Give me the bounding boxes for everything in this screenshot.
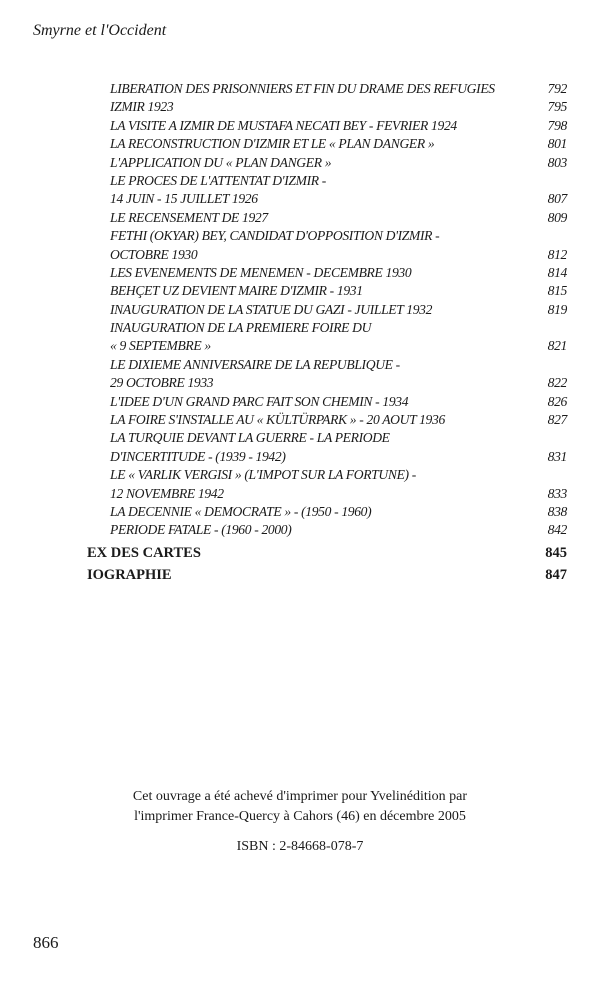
toc-entry (0, 154, 600, 172)
toc-entry-title: LE DIXIEME ANNIVERSAIRE DE LA REPUBLIQUE - (110, 356, 400, 372)
toc-entry-page: 819 (547, 301, 567, 317)
toc-entry-title: INAUGURATION DE LA PREMIERE FOIRE DU (110, 320, 372, 336)
toc-entry-page: 842 (547, 522, 567, 538)
toc-entry (0, 485, 600, 503)
toc-entry (0, 246, 600, 264)
toc-entry-title: LA RECONSTRUCTION D'IZMIR ET LE « PLAN DANGER » (110, 136, 435, 152)
toc-entry-page: 798 (547, 117, 567, 133)
toc-entry-page: 814 (547, 264, 567, 280)
toc-entry (0, 209, 600, 227)
toc-entry (0, 117, 600, 135)
toc-entry-title: FETHI (OKYAR) BEY, CANDIDAT D'OPPOSITION D'IZMIR - (110, 228, 440, 244)
toc-entry-title: LE « VARLIK VERGISI » (L'IMPOT SUR LA FORTUNE) - (110, 467, 416, 483)
toc-entry (0, 521, 600, 539)
toc-entry-page: 821 (547, 338, 567, 354)
toc-entry-title: 14 JUIN - 15 JUILLET 1926 (110, 191, 258, 207)
toc-entry (0, 80, 600, 98)
toc-entry (0, 264, 600, 282)
toc-entry (0, 190, 600, 208)
toc-entry (0, 135, 600, 153)
colophon-line-1: Cet ouvrage a été achevé d'imprimer pour Yvelinédition par (132, 789, 468, 804)
toc-entry-title: BEHÇET UZ DEVIENT MAIRE D'IZMIR - 1931 (110, 283, 363, 299)
toc-entry (0, 448, 600, 466)
toc-entry (0, 227, 600, 245)
toc-main-entry (0, 542, 600, 564)
toc-entry (0, 503, 600, 521)
toc-entry-page: 833 (547, 485, 567, 501)
toc-entry (0, 393, 600, 411)
table-of-contents (0, 80, 600, 586)
toc-entry-title: PERIODE FATALE - (1960 - 2000) (110, 522, 292, 538)
toc-entry (0, 172, 600, 190)
colophon (0, 787, 600, 857)
toc-entry (0, 466, 600, 484)
toc-entry-page: 812 (547, 246, 567, 262)
toc-entry (0, 411, 600, 429)
toc-entry-title: D'INCERTITUDE - (1939 - 1942) (110, 448, 286, 464)
toc-entry-title: « 9 SEPTEMBRE » (110, 338, 211, 354)
toc-entry-page: 809 (547, 209, 567, 225)
page-number: 866 (33, 933, 59, 952)
toc-entry-page: 801 (547, 136, 567, 152)
toc-entry-title: LA DECENNIE « DEMOCRATE » - (1950 - 1960) (110, 503, 372, 519)
toc-main-entry-page: 847 (545, 566, 567, 583)
toc-entry-title: LE PROCES DE L'ATTENTAT D'IZMIR - (110, 172, 326, 188)
toc-entry (0, 374, 600, 392)
isbn: ISBN : 2-84668-078-7 (236, 839, 364, 854)
toc-entry (0, 98, 600, 116)
toc-entry (0, 356, 600, 374)
toc-entry-page: 803 (547, 154, 567, 170)
toc-entry (0, 429, 600, 447)
toc-entry-page: 815 (547, 283, 567, 299)
toc-entry-title: LE RECENSEMENT DE 1927 (110, 209, 268, 225)
toc-entry-page: 807 (547, 191, 567, 207)
toc-entry-page: 822 (547, 375, 567, 391)
toc-entry-title: OCTOBRE 1930 (110, 246, 198, 262)
toc-entry (0, 301, 600, 319)
toc-entry-page: 831 (547, 448, 567, 464)
toc-entry-title: L'IDEE D'UN GRAND PARC FAIT SON CHEMIN - 1934 (110, 393, 409, 409)
toc-main-entry-title: EX DES CARTES (87, 544, 201, 561)
toc-main-entry-page: 845 (545, 544, 567, 561)
toc-entry-title: IZMIR 1923 (110, 99, 174, 115)
toc-entry-page: 795 (547, 99, 567, 115)
toc-entry-title: LA FOIRE S'INSTALLE AU « KÜLTÜRPARK » - 20 AOUT 1936 (110, 412, 445, 428)
toc-main-entry-title: IOGRAPHIE (87, 566, 172, 583)
toc-entry-title: 29 OCTOBRE 1933 (110, 375, 214, 391)
toc-entry-title: L'APPLICATION DU « PLAN DANGER » (110, 154, 332, 170)
toc-entry (0, 337, 600, 355)
colophon-line-2: l'imprimer France-Quercy à Cahors (46) en décembre 2005 (134, 809, 466, 824)
toc-entry-title: LA TURQUIE DEVANT LA GUERRE - LA PERIODE (110, 430, 390, 446)
toc-entry-page: 826 (547, 393, 567, 409)
toc-entry-page: 827 (547, 412, 567, 428)
toc-entry-page: 792 (547, 81, 567, 96)
toc-entry-title: LES EVENEMENTS DE MENEMEN - DECEMBRE 1930 (110, 264, 412, 280)
toc-entry-title: 12 NOVEMBRE 1942 (110, 485, 224, 501)
toc-main-entry (0, 564, 600, 586)
toc-entry (0, 319, 600, 337)
toc-entry (0, 282, 600, 300)
toc-entry-title: LA VISITE A IZMIR DE MUSTAFA NECATI BEY - FEVRIER 1924 (110, 117, 457, 133)
toc-entry-page: 838 (547, 503, 567, 519)
toc-entry-title: LIBERATION DES PRISONNIERS ET FIN DU DRAME DES REFUGIES (110, 81, 495, 96)
running-header: Smyrne et l'Occident (33, 22, 167, 39)
toc-entry-title: INAUGURATION DE LA STATUE DU GAZI - JUILLET 1932 (110, 301, 433, 317)
